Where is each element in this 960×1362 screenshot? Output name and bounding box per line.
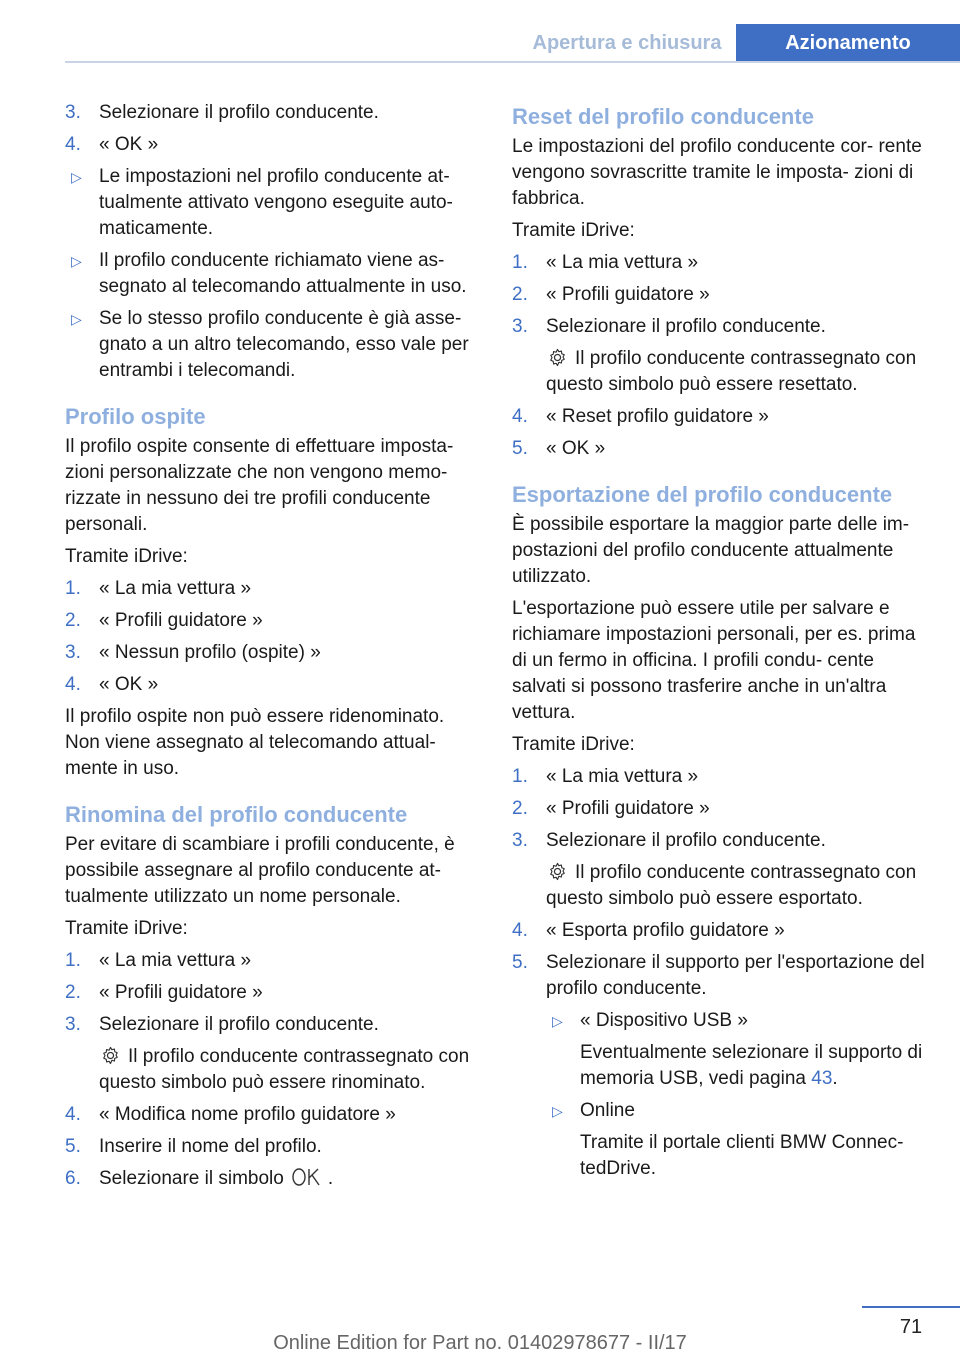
- list-item: [512, 918, 930, 944]
- sub-item-text: Online: [580, 1100, 635, 1121]
- list-item: [65, 1134, 483, 1160]
- list-item: [65, 248, 483, 300]
- list-item: [65, 948, 483, 974]
- note-text: Il profilo conducente contrassegnato con questo simbolo può essere esportato.: [546, 862, 917, 909]
- sub-list-item: [546, 1098, 930, 1124]
- step-number: 3.: [512, 830, 528, 851]
- export-heading: Esportazione del profilo conducente: [512, 482, 893, 507]
- header-rule: [65, 61, 960, 63]
- step-number: 4.: [65, 134, 81, 155]
- step-text: « Profili guidatore »: [99, 982, 263, 1003]
- list-item: [65, 164, 483, 242]
- list-item: [65, 132, 483, 158]
- step-number: 3.: [65, 102, 81, 123]
- sub-note-text: Tramite il portale clienti BMW Connec‐ tedDrive.: [580, 1132, 904, 1179]
- step-number: 5.: [512, 952, 528, 973]
- step-text: Inserire il nome del profilo.: [99, 1136, 322, 1157]
- list-item: [512, 796, 930, 822]
- reset-intro: Le impostazioni del profilo conducente cor‐ rente vengono sovrascritte tramite le imposta‐ zioni di fabbrica.: [512, 136, 922, 209]
- step-number: 1.: [65, 950, 81, 971]
- step-text: « Reset profilo guidatore »: [546, 406, 769, 427]
- bullet-text: Il profilo conducente richiamato viene as‐ segnato al telecomando attualmente in uso.: [99, 250, 467, 297]
- step-text: « OK »: [546, 438, 606, 459]
- step-text: « OK »: [99, 674, 159, 695]
- reset-heading: Reset del profilo conducente: [512, 104, 814, 129]
- list-item: [65, 1012, 483, 1038]
- step-number: 3.: [65, 1014, 81, 1035]
- reset-via: Tramite iDrive:: [512, 220, 635, 241]
- rename-via: Tramite iDrive:: [65, 918, 188, 939]
- step-text-end: .: [327, 1168, 334, 1189]
- list-item: [512, 282, 930, 308]
- list-item: [65, 608, 483, 634]
- step-text: « Modifica nome profilo guidatore »: [99, 1104, 396, 1125]
- sub-item-note: [580, 1130, 930, 1182]
- guest-outro: Il profilo ospite non può essere ridenominato. Non viene assegnato al telecomando attual‐ mente in uso.: [65, 706, 445, 779]
- step-text: « Profili guidatore »: [546, 284, 710, 305]
- sub-note-text: Eventualmente selezionare il supporto di memoria USB, vedi pagina: [580, 1042, 923, 1089]
- list-item: [512, 314, 930, 340]
- step-number: 2.: [512, 284, 528, 305]
- step-text: Selezionare il profilo conducente.: [546, 316, 826, 337]
- gear-icon: [548, 862, 567, 881]
- bullet-triangle-icon: ▷: [71, 253, 82, 269]
- guest-heading: Profilo ospite: [65, 404, 206, 429]
- step-number: 4.: [512, 406, 528, 427]
- step-number: 3.: [65, 642, 81, 663]
- note-text: Il profilo conducente contrassegnato con questo simbolo può essere resettato.: [546, 348, 917, 395]
- step-text: « La mia vettura »: [546, 766, 699, 787]
- gear-icon: [101, 1046, 120, 1065]
- step-text: « OK »: [99, 134, 159, 155]
- list-item: [65, 576, 483, 602]
- guest-via: Tramite iDrive:: [65, 546, 188, 567]
- list-item: [65, 100, 483, 126]
- list-item: [512, 828, 930, 854]
- step-text: Selezionare il profilo conducente.: [546, 830, 826, 851]
- step-number: 1.: [512, 766, 528, 787]
- list-item: [65, 672, 483, 698]
- right-column: [512, 100, 930, 1188]
- sub-item-text: « Dispositivo USB »: [580, 1010, 748, 1031]
- list-item: [65, 980, 483, 1006]
- step-text: « Esporta profilo guidatore »: [546, 920, 785, 941]
- step-text: Selezionare il simbolo: [99, 1168, 284, 1189]
- gear-icon: [548, 348, 567, 367]
- header-chapter: Azionamento: [736, 24, 960, 63]
- step-text: « La mia vettura »: [99, 578, 252, 599]
- export-intro-2: L'esportazione può essere utile per salvare e richiamare impostazioni personali, per es. prima di un fermo in officina. I profili condu‐ cente salvati si possono trasferire anche in un'altra vettura.: [512, 598, 916, 723]
- step-text: « Nessun profilo (ospite) »: [99, 642, 321, 663]
- step-number: 1.: [512, 252, 528, 273]
- step-note: [512, 346, 930, 398]
- footer-edition: Online Edition for Part no. 01402978677 - II/17: [273, 1332, 687, 1354]
- list-item: [512, 436, 930, 462]
- step-number: 3.: [512, 316, 528, 337]
- list-item: [65, 1102, 483, 1128]
- sub-note-end: .: [832, 1068, 838, 1089]
- step-number: 5.: [65, 1136, 81, 1157]
- note-text: Il profilo conducente contrassegnato con questo simbolo può essere rinominato.: [99, 1046, 470, 1093]
- step-number: 4.: [512, 920, 528, 941]
- step-number: 2.: [65, 610, 81, 631]
- rename-heading: Rinomina del profilo conducente: [65, 802, 408, 827]
- bullet-triangle-icon: ▷: [71, 169, 82, 185]
- step-text: Selezionare il supporto per l'esportazione del profilo conducente.: [546, 952, 925, 999]
- sub-list-item: [546, 1008, 930, 1034]
- page-link[interactable]: 43: [811, 1068, 833, 1089]
- step-text: « La mia vettura »: [546, 252, 699, 273]
- left-column: [65, 100, 483, 1198]
- step-number: 2.: [512, 798, 528, 819]
- step-text: Selezionare il profilo conducente.: [99, 1014, 379, 1035]
- list-item: [512, 250, 930, 276]
- step-text: « La mia vettura »: [99, 950, 252, 971]
- guest-intro: Il profilo ospite consente di effettuare imposta‐ zioni personalizzate che non vengono memo‐ rizzate in nessuno dei tre profili conducente personali.: [65, 436, 454, 535]
- header-section: Apertura e chiusura: [532, 32, 722, 54]
- step-number: 4.: [65, 1104, 81, 1125]
- step-number: 4.: [65, 674, 81, 695]
- step-text: Selezionare il profilo conducente.: [99, 102, 379, 123]
- step-number: 5.: [512, 438, 528, 459]
- bullet-text: Le impostazioni nel profilo conducente at‐ tualmente attivato vengono eseguite auto‐ maticamente.: [99, 166, 453, 239]
- bullet-triangle-icon: ▷: [71, 311, 82, 327]
- list-item: [65, 306, 483, 384]
- step-note: [512, 860, 930, 912]
- step-text: « Profili guidatore »: [546, 798, 710, 819]
- step-number: 6.: [65, 1168, 81, 1189]
- sub-item-note: [580, 1040, 930, 1092]
- step-note: [65, 1044, 483, 1096]
- step-number: 1.: [65, 578, 81, 599]
- ok-symbol-icon: [290, 1167, 322, 1187]
- export-via: Tramite iDrive:: [512, 734, 635, 755]
- step-text: « Profili guidatore »: [99, 610, 263, 631]
- list-item: [512, 764, 930, 790]
- export-intro-1: È possibile esportare la maggior parte delle im‐ postazioni del profilo conducente attualmente utilizzato.: [512, 514, 910, 587]
- list-item: [65, 1166, 483, 1192]
- page-number: 71: [862, 1306, 960, 1339]
- bullet-triangle-icon: ▷: [552, 1013, 563, 1029]
- bullet-triangle-icon: ▷: [552, 1103, 563, 1119]
- list-item: [65, 640, 483, 666]
- list-item: [512, 950, 930, 1002]
- step-number: 2.: [65, 982, 81, 1003]
- rename-intro: Per evitare di scambiare i profili conducente, è possibile assegnare al profilo conducente at‐ tualmente utilizzato un nome personale.: [65, 834, 455, 907]
- bullet-text: Se lo stesso profilo conducente è già asse‐ gnato a un altro telecomando, esso vale per entrambi i telecomandi.: [99, 308, 469, 381]
- list-item: [512, 404, 930, 430]
